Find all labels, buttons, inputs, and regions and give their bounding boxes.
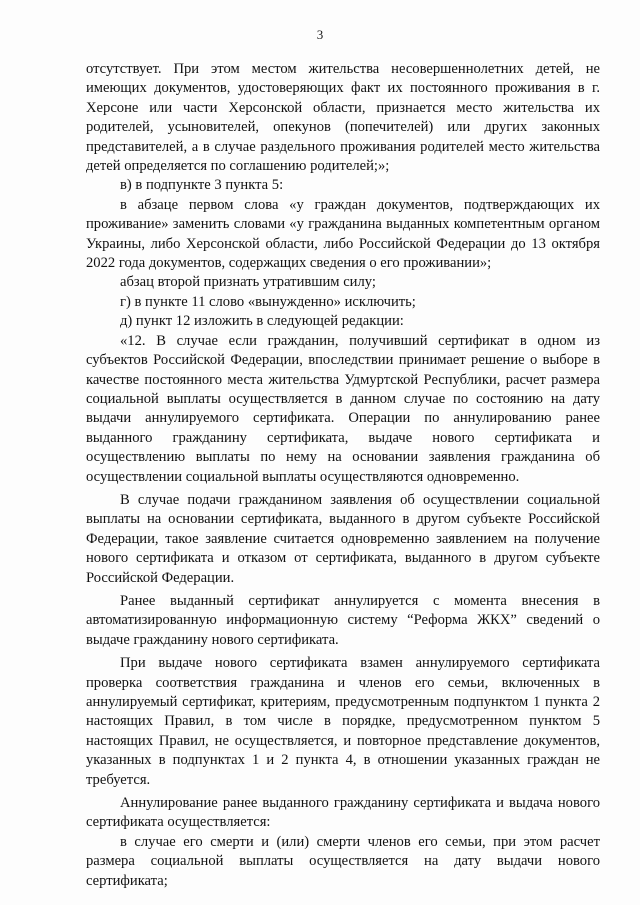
paragraph-item-d: д) пункт 12 изложить в следующей редакции: bbox=[120, 313, 404, 330]
paragraph-first-abzac: в абзаце первом слова «у граждан документов, подтверждающих их проживание» заменить словами «у гражданина выданных компетентным органом Украины, либо Херсонской области, либо Российской Федерации до 13 октября 2022 года документов, содержащих сведения о его проживании»; bbox=[86, 196, 600, 272]
paragraph-continuation: отсутствует. При этом местом жительства несовершеннолетних детей, не имеющих документов, удостоверяющих факт их постоянного проживания в г. Херсоне или части Херсонской области, признается место жительства их родителей, усыновителей, опекунов (попечителей) или других законных представителей, а в случае раздельного проживания родителей место жительства детей определяется по соглашению родителей;»; bbox=[86, 61, 600, 175]
paragraph-annulment: Ранее выданный сертификат аннулируется с момента внесения в автоматизированную информационную систему “Реформа ЖКХ” сведений о выдаче гражданину нового сертификата. bbox=[86, 592, 600, 648]
paragraph-item-v: в) в подпункте 3 пункта 5: bbox=[120, 177, 284, 194]
paragraph-death-case: в случае его смерти и (или) смерти членов его семьи, при этом расчет размера социальной выплаты осуществляется на дату выдачи нового сертификата; bbox=[86, 833, 600, 889]
paragraph-item-g: г) в пункте 11 слово «вынужденно» исключить; bbox=[120, 293, 416, 310]
paragraph-annulment-cases: Аннулирование ранее выданного гражданину сертификата и выдача нового сертификата осуществляется: bbox=[86, 795, 600, 831]
document-body bbox=[86, 60, 600, 891]
paragraph-application: В случае подачи гражданином заявления об осуществлении социальной выплаты на основании сертификата, выданного в другом субъекте Российской Федерации, такое заявление считается одновременно заявлением на получение нового сертификата и отказом от сертификата, выданного в другом субъекте Российской Федерации. bbox=[86, 491, 600, 586]
paragraph-verification: При выдаче нового сертификата взамен аннулируемого сертификата проверка соответствия гражданина и членов его семьи, включенных в аннулируемый сертификат, критериям, предусмотренным подпунктом 1 пункта 2 настоящих Правил, в том числе в порядке, предусмотренном пунктом 5 настоящих Правил, не осуществляется, и повторное представление документов, указанных в подпунктах 1 и 2 пункта 4, в отношении указанных граждан не требуется. bbox=[86, 655, 600, 788]
page-number: 3 bbox=[316, 27, 324, 42]
paragraph-second-abzac: абзац второй признать утратившим силу; bbox=[120, 274, 376, 291]
paragraph-point-12: «12. В случае если гражданин, получивший сертификат в одном из субъектов Российской Федерации, впоследствии принимает решение о выборе в качестве постоянного места жительства Удмуртской Республики, расчет размера социальной выплаты осуществляется в данном случае по состоянию на дату выдачи аннулируемого сертификата. Операции по аннулированию ранее выданного гражданину сертификата, выдаче нового сертификата и осуществлению выплаты по нему на основании заявления гражданина об осуществлении социальной выплаты осуществляются одновременно. bbox=[86, 332, 600, 485]
